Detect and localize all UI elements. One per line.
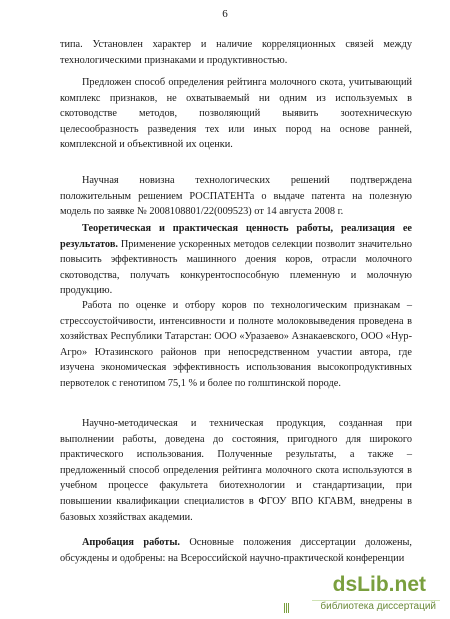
watermark-subtitle: библиотека диссертаций [320, 601, 436, 612]
paragraph-5: Работа по оценке и отбору коров по технологическим признакам – стрессоустойчивости, интенсивности и полноте молоковыведения проведена в хозяйствах Республики Татарстан: ООО «Уразаево» Азнакаевского, ООО «Нур-Агро» Ютазинского районов при непосредственном участии автора, где изучена экономическая эффективность использования высокопродуктивных первотелок с генотипом 75,1 % и более по голштинской породе. [60, 300, 412, 389]
paragraph-7-heading: Апробация работы. [82, 537, 180, 548]
paragraph-3: Научная новизна технологических решений подтверждена положительным решением РОСПАТЕНТа о выдаче патента на полезную модель по заявке № 2008108801/22(009523) от 14 августа 2008 г. [60, 175, 412, 218]
paragraph-6: Научно-методическая и техническая продукция, созданная при выполнении работы, доведена до состояния, пригодного для широкого практического использования. Полученные результаты, а также – предложенный способ определения рейтинга молочного скота используются в учебном процессе факультета биотехнологии и стандартизации, при повышении квалификации специалистов в ФГОУ ВПО КГАВМ, внедрены в базовых хозяйствах академии. [60, 418, 412, 523]
page-number: 6 [222, 8, 228, 20]
watermark-stripes [284, 603, 290, 613]
paragraph-2: Предложен способ определения рейтинга молочного скота, учитывающий комплекс признаков, не охватываемый ни одним из используемых в скотоводстве методов, позволяющий выявить зоотехническую целесообразность разведения тех или иных пород на основе ранней, комплексной и объективной их оценки. [60, 77, 412, 151]
paragraph-4-heading: Теоретическая и практическая ценность работы, реализация ее результатов. [60, 223, 412, 250]
watermark-logo: dsLib.net [332, 573, 426, 596]
paragraph-4: Теоретическая и практическая ценность работы, реализация ее результатов. Применение ускоренных методов селекции позволит значительно повысить эффективность машинного доения коров, отрасли молочного скотоводства, получать конкурентоспособную племенную и молочную продукцию. [60, 223, 412, 297]
paragraph-7: Апробация работы. Основные положения диссертации доложены, обсуждены и одобрены: на Всероссийской научно-практической конференции [60, 537, 413, 564]
paragraph-1: типа. Установлен характер и наличие корреляционных связей между технологическими признаками и продуктивностью. [60, 39, 412, 66]
watermark [284, 573, 444, 617]
margin-scan-mark [3, 300, 11, 360]
